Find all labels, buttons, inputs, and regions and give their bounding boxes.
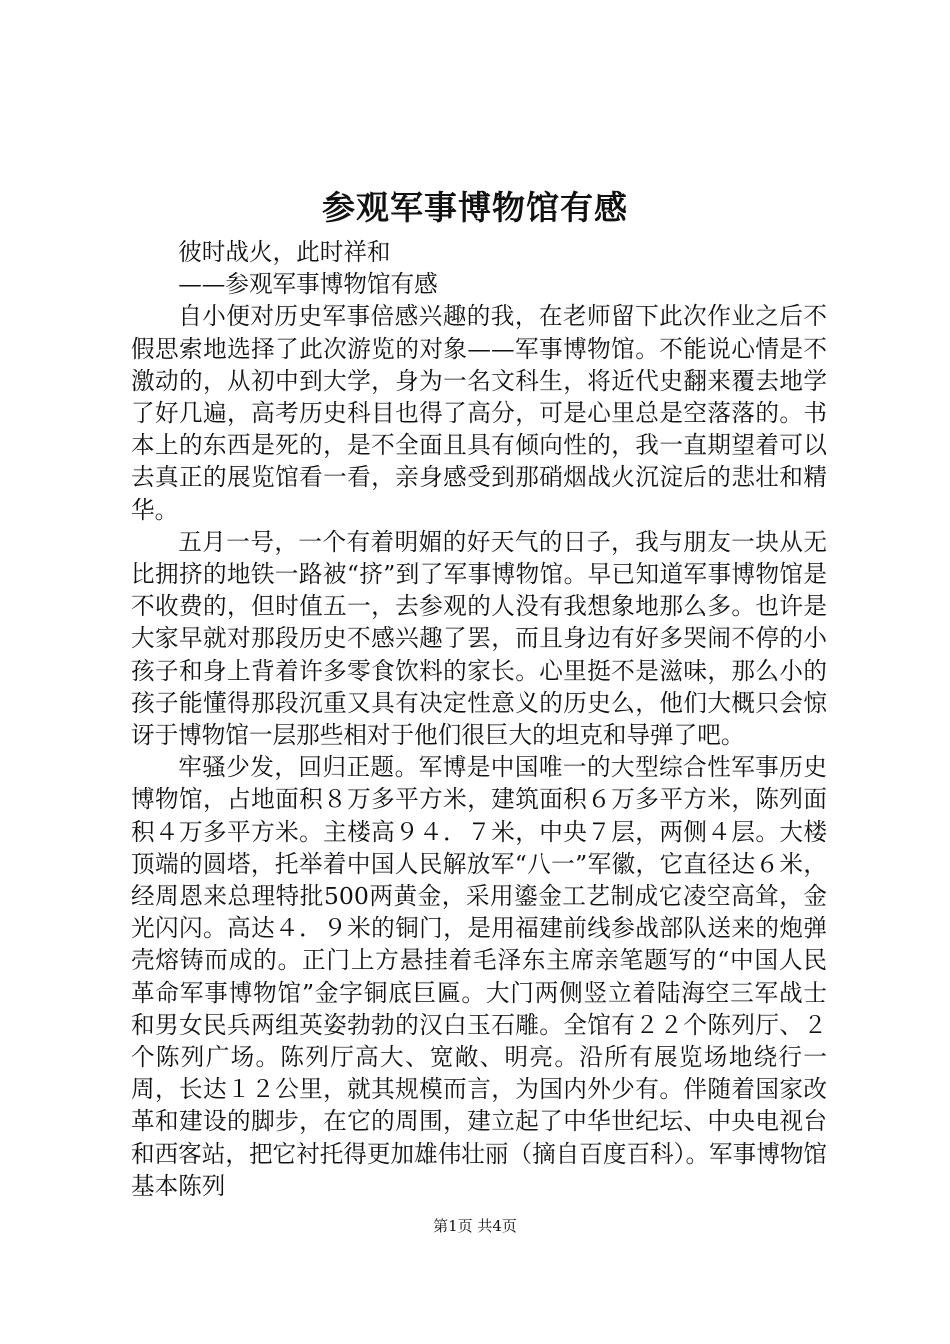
document-title: 参观军事博物馆有感 — [322, 188, 628, 227]
subtitle-line: ——参观军事博物馆有感 — [178, 270, 438, 299]
document-body — [131, 236, 827, 1202]
page-number-footer: 第1页 共4页 — [433, 1217, 517, 1235]
body-paragraph: 自小便对历史军事倍感兴趣的我，在老师留下此次作业之后不假思索地选择了此次游览的对象——军事博物馆。不能说心情是不激动的，从初中到大学，身为一名文科生，将近代史翻来覆去地学了好几遍，高考历史科目也得了高分，可是心里总是空落落的。书本上的东西是死的，是不全面且具有倾向性的，我一直期望着可以去真正的展览馆看一看，亲身感受到那硝烟战火沉淀后的悲壮和精华。 — [131, 302, 827, 524]
body-paragraph: 牢骚少发，回归正题。军博是中国唯一的大型综合性军事历史博物馆，占地面积８万多平方米，建筑面积６万多平方米，陈列面积４万多平方米。主楼高９４．７米，中央７层，两侧４层。大楼顶端的圆塔，托举着中国人民解放军“八一”军徽，它直径达６米，经周恩来总理特批500两黄金，采用鎏金工艺制成它凌空高耸，金光闪闪。高达４．９米的铜门，是用福建前线参战部队送来的炮弹壳熔铸而成的。正门上方悬挂着毛泽东主席亲笔题写的“中国人民革命军事博物馆”金字铜底巨匾。大门两侧竖立着陆海空三军战士和男女民兵两组英姿勃勃的汉白玉石雕。全馆有２２个陈列厅、２个陈列广场。陈列厅高大、宽敞、明亮。沿所有展览场地绕行一周，长达１２公里，就其规模而言，为国内外少有。伴随着国家改革和建设的脚步，在它的周围，建立起了中华世纪坛、中央电视台和西客站，把它衬托得更加雄伟壮丽（摘自百度百科）。军事博物馆基本陈列 — [131, 753, 828, 1200]
body-paragraph: 五月一号，一个有着明媚的好天气的日子，我与朋友一块从无比拥挤的地铁一路被“挤”到了军事博物馆。早已知道军事博物馆是不收费的，但时值五一，去参观的人没有我想象地那么多。也许是大家早就对那段历史不感兴趣了罢，而且身边有好多哭闹不停的小孩子和身上背着许多零食饮料的家长。心里挺不是滋味，那么小的孩子能懂得那段沉重又具有决定性意义的历史么，他们大概只会惊讶于博物馆一层那些相对于他们很巨大的坦克和导弹了吧。 — [131, 527, 827, 750]
subtitle-line: 彼时战火，此时祥和 — [178, 238, 391, 266]
